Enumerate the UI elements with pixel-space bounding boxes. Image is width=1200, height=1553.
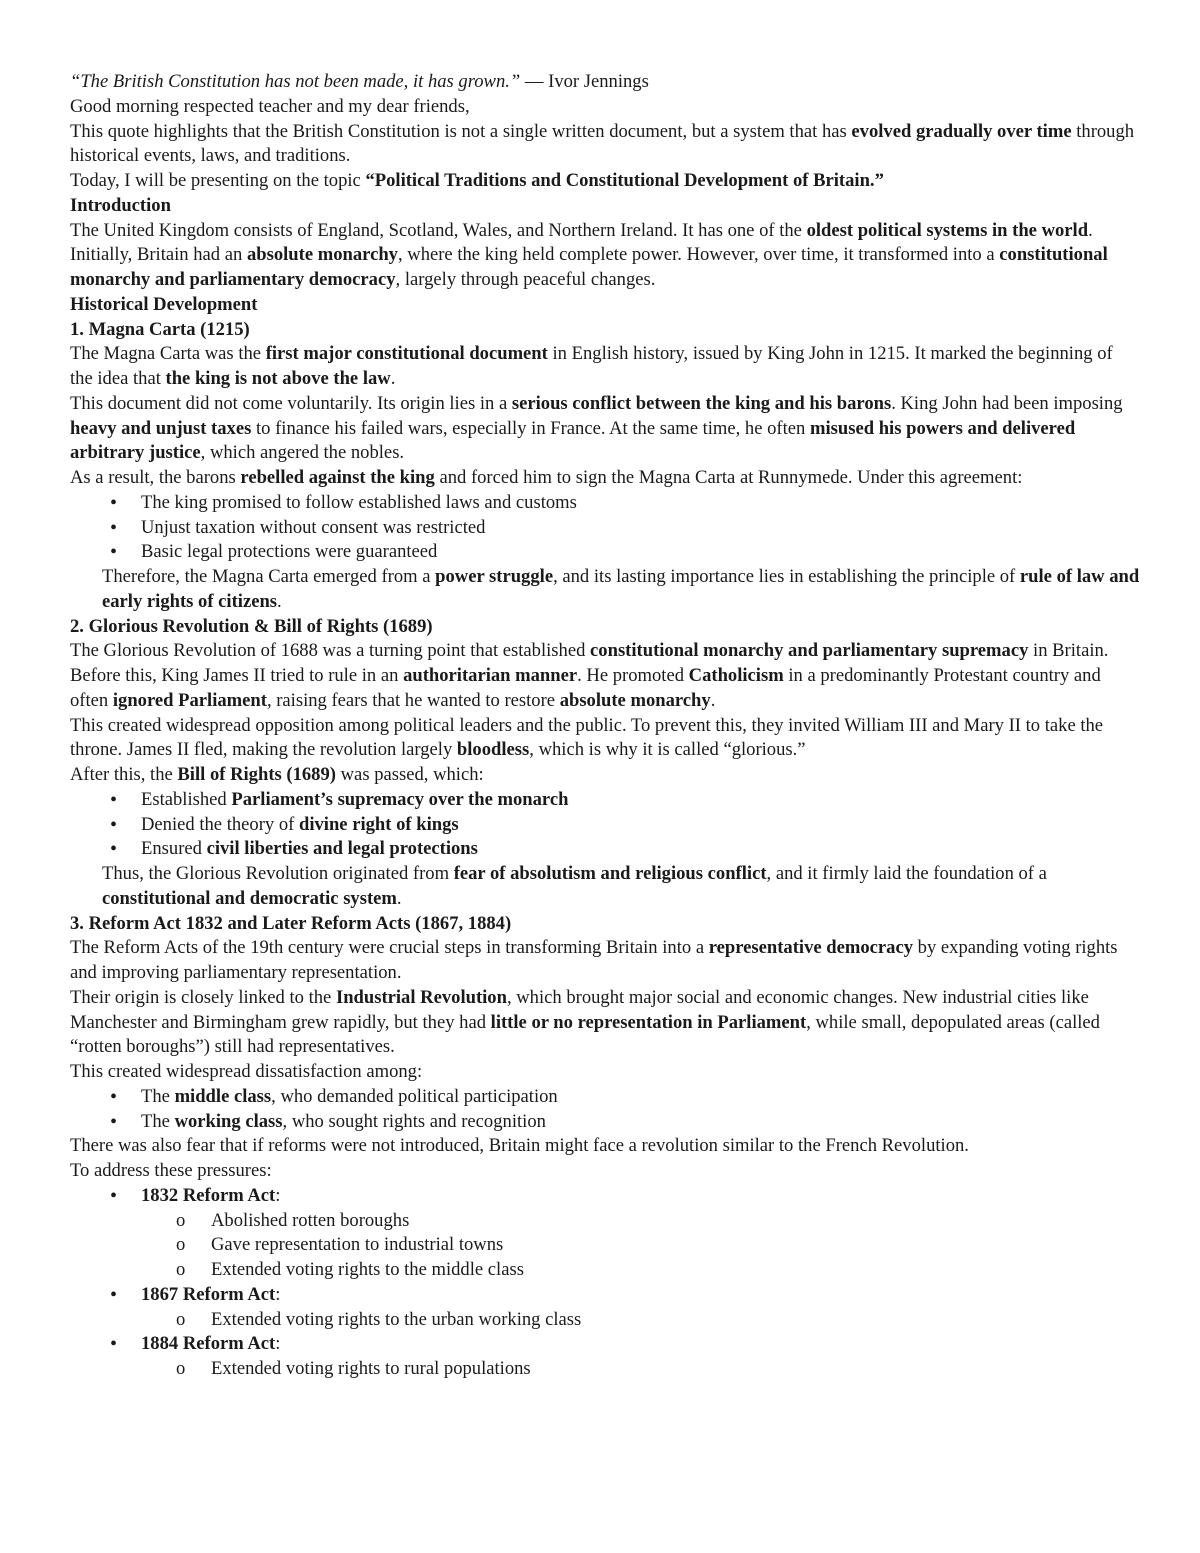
bullet-marker: • <box>110 1333 118 1356</box>
magna-carta-paragraph-1 <box>70 342 1140 392</box>
bold-text: serious conflict between the king and his barons <box>511 392 892 414</box>
bold-text: middle class <box>174 1085 272 1107</box>
bullet-marker: • <box>110 541 118 564</box>
monarchy-paragraph <box>70 243 1140 293</box>
heading-reform-acts <box>70 912 1140 937</box>
text: This created widespread opposition among political leaders and the public. To prevent this, they invited William III and Mary II to take the throne. James II fled, making the revolution largely <box>70 714 1104 761</box>
bold-text: bloodless <box>456 739 530 761</box>
bold-text: 1832 Reform Act <box>141 1184 276 1206</box>
bullet-marker: • <box>110 1283 118 1306</box>
heading-magna-carta <box>70 318 1140 343</box>
text: , which angered the nobles. <box>200 442 405 464</box>
text: Before this, King James II tried to rule in an <box>70 665 404 686</box>
bold-text: little or no representation in Parliament <box>490 1011 807 1033</box>
text: — Ivor Jennings <box>520 71 649 92</box>
magna-carta-paragraph-3 <box>70 466 1140 491</box>
bill-of-rights-list <box>70 788 1140 862</box>
glorious-conclusion <box>70 862 1140 912</box>
text: The king promised to follow established laws and customs <box>141 491 577 513</box>
magna-carta-paragraph-2 <box>70 392 1140 466</box>
bold-text: civil liberties and legal protections <box>206 838 478 860</box>
text: The <box>141 1110 175 1132</box>
bold-text: rebelled against the king <box>240 467 435 488</box>
bold-text: authoritarian manner <box>403 665 578 686</box>
text: . <box>390 368 396 389</box>
bold-text: Historical Development <box>70 293 258 315</box>
text: . <box>396 887 402 909</box>
text: Ensured <box>141 838 207 860</box>
bold-text: first major constitutional document <box>265 343 548 365</box>
intro-quote-paragraph <box>70 120 1140 170</box>
glorious-paragraph-4 <box>70 763 1140 788</box>
sub-list-item <box>70 1233 1140 1258</box>
text: in a predominantly Protestant country and often <box>70 665 1101 711</box>
text: , who demanded political participation <box>271 1085 558 1107</box>
sub-list <box>70 1209 1140 1283</box>
bold-text: Parliament’s supremacy over the monarch <box>231 788 569 810</box>
text: , where the king held complete power. However, over time, it transformed into a <box>397 244 1000 266</box>
sub-list-item <box>70 1357 1140 1382</box>
bullet-marker: • <box>110 1184 118 1207</box>
bold-text: 1884 Reform Act <box>141 1333 276 1355</box>
text: . King John had been imposing <box>891 392 1123 414</box>
text: Gave representation to industrial towns <box>211 1234 504 1256</box>
bold-text: evolved gradually over time <box>851 120 1072 142</box>
reform-paragraph-3 <box>70 1060 1140 1085</box>
bold-text: absolute monarchy <box>246 244 398 266</box>
heading-introduction <box>70 194 1140 219</box>
sub-list-item <box>70 1308 1140 1333</box>
text: Thus, the Glorious Revolution originated from <box>102 863 454 884</box>
text: Extended voting rights to the urban working class <box>211 1308 582 1330</box>
bullet-marker: • <box>110 788 118 811</box>
italic-text: “The British Constitution has not been made, it has grown.” <box>70 71 521 92</box>
bullet-marker: • <box>110 516 118 539</box>
text: Extended voting rights to the middle class <box>211 1259 524 1280</box>
list-item <box>70 1085 1140 1110</box>
list-item <box>70 516 1140 541</box>
text: To address these pressures: <box>70 1160 272 1181</box>
magna-carta-list <box>70 491 1140 565</box>
magna-carta-conclusion <box>70 565 1140 615</box>
text: Good morning respected teacher and my dear friends, <box>70 95 470 117</box>
text: The Magna Carta was the <box>70 343 266 365</box>
sub-list-item <box>70 1258 1140 1283</box>
epigraph <box>70 70 1140 95</box>
sub-bullet-marker: o <box>176 1209 186 1231</box>
bold-text: the king is not above the law <box>165 368 391 389</box>
topic-paragraph <box>70 169 1140 194</box>
bold-text: fear of absolutism and religious conflict <box>453 863 767 884</box>
text: There was also fear that if reforms were not introduced, Britain might face a revolution similar to the French Revolution. <box>70 1135 969 1157</box>
text: , while small, depopulated areas (called “rotten boroughs”) still had representatives. <box>70 1011 1100 1058</box>
text: in English history, issued by King John in 1215. It marked the beginning of the idea that <box>70 343 1113 389</box>
list-item <box>70 1332 1140 1357</box>
list-item <box>70 1184 1140 1209</box>
heading-glorious-revolution <box>70 615 1140 640</box>
text: The Glorious Revolution of 1688 was a turning point that established <box>70 640 591 662</box>
bold-text: representative democracy <box>708 937 914 959</box>
list-item <box>70 1110 1140 1135</box>
sub-bullet-marker: o <box>176 1358 186 1379</box>
bold-text: working class <box>174 1110 283 1132</box>
text: Initially, Britain had an <box>70 244 247 266</box>
text: Basic legal protections were guaranteed <box>141 541 438 563</box>
bold-text: rule of law and early rights of citizens <box>102 566 1140 612</box>
text: , raising fears that he wanted to restore <box>266 689 560 711</box>
text: The <box>141 1085 175 1107</box>
bold-text: Industrial Revolution <box>335 986 507 1008</box>
text: This created widespread dissatisfaction among: <box>70 1061 423 1082</box>
bold-text: constitutional and democratic system <box>102 887 397 909</box>
bold-text: 2. Glorious Revolution & Bill of Rights (1689) <box>70 615 433 637</box>
bold-text: misused his powers and delivered arbitrary justice <box>70 417 1076 464</box>
text: Denied the theory of <box>141 813 299 835</box>
text: : <box>275 1283 281 1305</box>
bullet-marker: • <box>110 1085 118 1108</box>
dissatisfaction-list <box>70 1085 1140 1135</box>
glorious-paragraph-2 <box>70 664 1140 714</box>
bold-text: 1867 Reform Act <box>141 1283 276 1305</box>
bullet-marker: • <box>110 1110 118 1133</box>
text: Their origin is closely linked to the <box>70 986 336 1008</box>
uk-paragraph <box>70 219 1140 244</box>
bold-text: 3. Reform Act 1832 and Later Reform Acts (1867, 1884) <box>70 912 512 934</box>
bold-text: Bill of Rights (1689) <box>177 764 336 785</box>
text: After this, the <box>70 764 178 785</box>
bold-text: heavy and unjust taxes <box>70 417 252 439</box>
reform-paragraph-5 <box>70 1159 1140 1184</box>
text: in Britain. <box>1028 640 1109 662</box>
text: . <box>1088 219 1093 241</box>
bold-text: 1. Magna Carta (1215) <box>70 318 250 340</box>
document-body <box>70 70 1140 1382</box>
text: . He promoted <box>577 665 689 686</box>
sub-bullet-marker: o <box>176 1259 186 1280</box>
text: This document did not come voluntarily. Its origin lies in a <box>70 392 512 414</box>
text: . <box>710 689 716 711</box>
text: , which brought major social and economic changes. New industrial cities like Manchester and Birmingham grew rapidly, but they had <box>70 986 1089 1033</box>
text: : <box>275 1184 281 1206</box>
list-item <box>70 491 1140 516</box>
text: Unjust taxation without consent was restricted <box>141 516 486 538</box>
reform-acts-list <box>70 1184 1140 1382</box>
text: by expanding voting rights and improving parliamentary representation. <box>70 937 1118 983</box>
text: As a result, the barons <box>70 467 241 488</box>
text: through historical events, laws, and traditions. <box>70 120 1135 167</box>
text: . <box>277 590 282 612</box>
sub-list-item <box>70 1209 1140 1234</box>
text: Established <box>141 788 232 810</box>
bold-text: Introduction <box>70 194 171 216</box>
greeting <box>70 95 1140 120</box>
text: to finance his failed wars, especially in France. At the same time, he often <box>251 417 810 439</box>
bullet-marker: • <box>110 838 118 861</box>
bold-text: oldest political systems in the world <box>806 219 1089 241</box>
text: Today, I will be presenting on the topic <box>70 170 366 191</box>
text: , which is why it is called “glorious.” <box>529 739 806 761</box>
glorious-paragraph-1 <box>70 639 1140 664</box>
text: and forced him to sign the Magna Carta at Runnymede. Under this agreement: <box>434 467 1023 488</box>
text: , who sought rights and recognition <box>282 1110 546 1132</box>
reform-paragraph-4 <box>70 1134 1140 1159</box>
bold-text: ignored Parliament <box>112 689 267 711</box>
text: : <box>275 1333 281 1355</box>
bold-text: power struggle <box>435 566 554 587</box>
bold-text: constitutional monarchy and parliamentary supremacy <box>590 640 1029 662</box>
bold-text: absolute monarchy <box>559 689 711 711</box>
list-item <box>70 540 1140 565</box>
sub-bullet-marker: o <box>176 1234 186 1256</box>
text: , and it firmly laid the foundation of a <box>766 863 1047 884</box>
reform-paragraph-2 <box>70 986 1140 1060</box>
text: Therefore, the Magna Carta emerged from a <box>102 566 436 587</box>
glorious-paragraph-3 <box>70 714 1140 764</box>
text: Abolished rotten boroughs <box>211 1209 410 1231</box>
list-item <box>70 837 1140 862</box>
heading-historical-development <box>70 293 1140 318</box>
text: was passed, which: <box>335 764 484 785</box>
bold-text: divine right of kings <box>299 813 459 835</box>
list-item <box>70 788 1140 813</box>
text: This quote highlights that the British Constitution is not a single written document, but a system that has <box>70 120 852 142</box>
bullet-marker: • <box>110 813 118 836</box>
sub-list <box>70 1308 1140 1333</box>
bold-text: “Political Traditions and Constitutional Development of Britain.” <box>365 170 884 191</box>
sub-bullet-marker: o <box>176 1308 186 1330</box>
bold-text: Catholicism <box>688 665 784 686</box>
text: Extended voting rights to rural populations <box>211 1358 531 1379</box>
bullet-marker: • <box>110 491 118 514</box>
list-item <box>70 1283 1140 1308</box>
text: , largely through peaceful changes. <box>395 269 656 290</box>
text: , and its lasting importance lies in establishing the principle of <box>553 566 1020 587</box>
bold-text: constitutional monarchy and parliamentary democracy <box>70 244 1108 290</box>
text: The Reform Acts of the 19th century were crucial steps in transforming Britain into a <box>70 937 709 959</box>
reform-paragraph-1 <box>70 936 1140 986</box>
sub-list <box>70 1357 1140 1382</box>
text: The United Kingdom consists of England, Scotland, Wales, and Northern Ireland. It has one of the <box>70 219 807 241</box>
list-item <box>70 813 1140 838</box>
